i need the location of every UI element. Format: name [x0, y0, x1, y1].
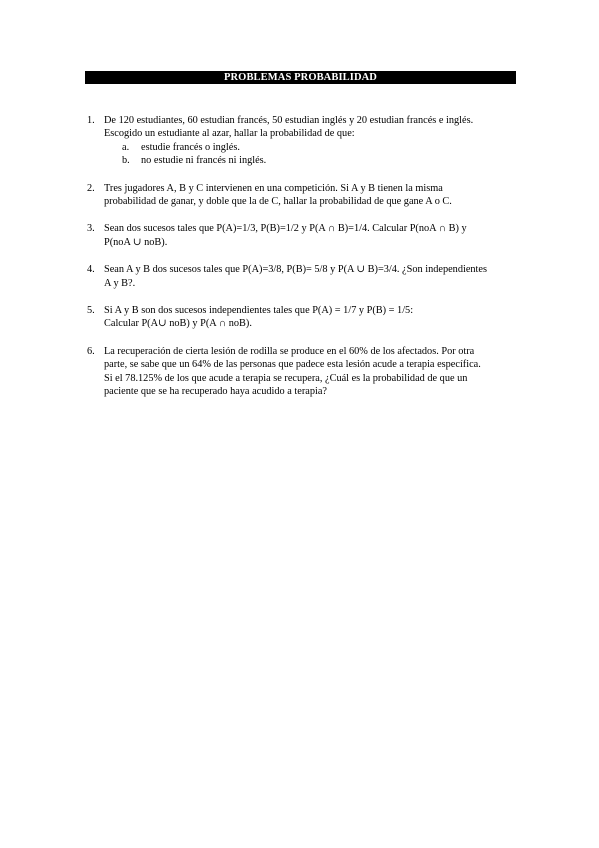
subquestion-letter: b.: [122, 155, 130, 167]
problem-text-line: De 120 estudiantes, 60 estudian francés, 50 estudian inglés y 20 estudian francés e inglés.: [104, 115, 474, 126]
subquestion-text: no estudie ni francés ni inglés.: [141, 155, 267, 167]
subquestion-item: [104, 154, 517, 167]
problem-number: 6.: [87, 345, 95, 357]
problem-text-line: Tres jugadores A, B y C intervienen en una competición. Si A y B tienen la misma: [104, 182, 443, 194]
problem-item: [87, 345, 517, 399]
subquestion-item: [104, 141, 517, 154]
problem-item: [87, 182, 517, 209]
problem-text-line: A y B?.: [104, 277, 136, 289]
problem-item: [87, 304, 517, 331]
problem-number: 4.: [87, 264, 95, 276]
subquestion-list: [104, 141, 517, 168]
problem-item: [87, 114, 517, 168]
problem-text-line: parte, se sabe que un 64% de las personas que padece esta lesión acude a terapia específica.: [104, 359, 481, 371]
problem-item: [87, 222, 517, 249]
problem-item: [87, 263, 517, 290]
problem-text-line: Sean dos sucesos tales que P(A)=1/3, P(B)=1/2 y P(A ∩ B)=1/4. Calcular P(noA ∩ B) y: [104, 223, 467, 235]
problem-number: 2.: [87, 182, 95, 194]
problem-number: 3.: [87, 223, 95, 235]
problem-text-line: paciente que se ha recuperado haya acudido a terapia?: [104, 386, 327, 398]
problem-list: [87, 114, 517, 413]
problem-number: 1.: [87, 115, 95, 126]
subquestion-text: estudie francés o inglés.: [141, 141, 240, 153]
problem-text-line: P(noA ∪ noB).: [104, 236, 168, 248]
problem-number: 5.: [87, 305, 95, 317]
problem-text-line: Escogido un estudiante al azar, hallar la probabilidad de que:: [104, 128, 355, 140]
problem-text-line: Calcular P(A∪ noB) y P(A ∩ noB).: [104, 318, 252, 330]
problem-text-line: La recuperación de cierta lesión de rodilla se produce en el 60% de los afectados. Por otra: [104, 345, 475, 357]
problem-text-line: Si A y B son dos sucesos independientes tales que P(A) = 1/7 y P(B) = 1/5:: [104, 305, 414, 317]
problem-text-line: Si el 78.125% de los que acude a terapia se recupera, ¿Cuál es la probabilidad de que un: [104, 372, 468, 384]
problem-text-line: Sean A y B dos sucesos tales que P(A)=3/8, P(B)= 5/8 y P(A ∪ B)=3/4. ¿Son independientes: [104, 264, 487, 276]
problem-text-line: probabilidad de ganar, y doble que la de C, hallar la probabilidad de que gane A o C.: [104, 196, 452, 208]
subquestion-letter: a.: [122, 141, 130, 153]
page-title: PROBLEMAS PROBABILIDAD: [85, 71, 516, 84]
